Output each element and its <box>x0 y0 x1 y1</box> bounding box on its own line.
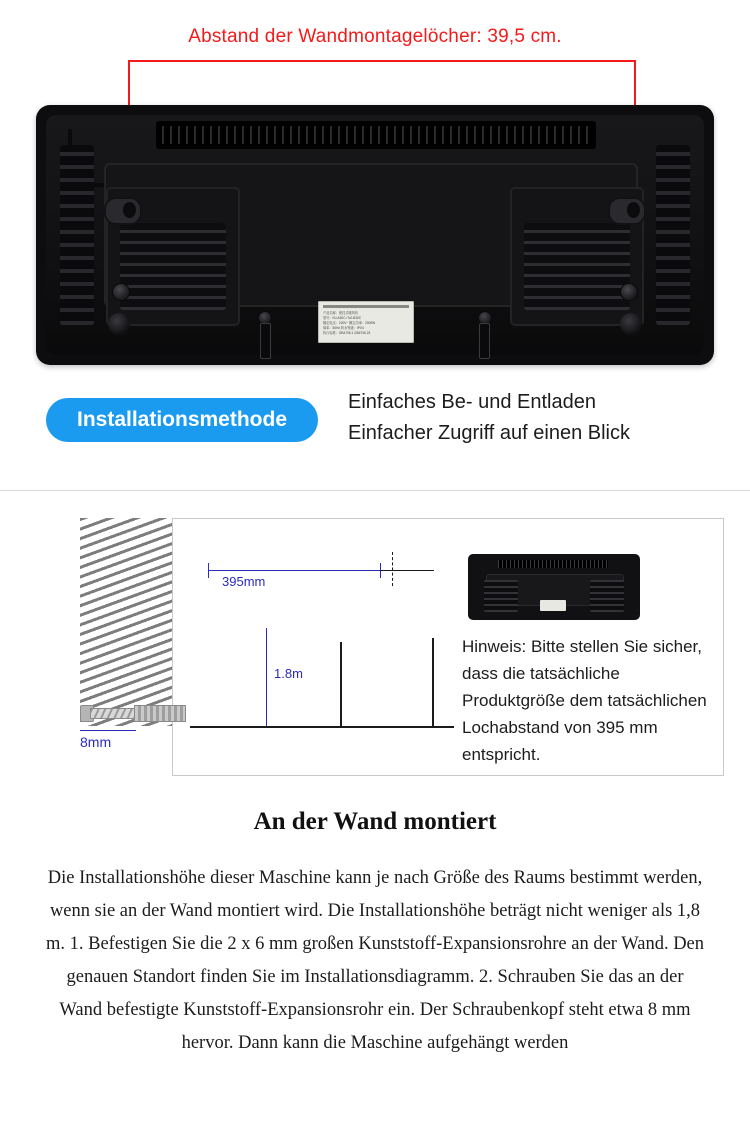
left-side-vent <box>60 145 94 325</box>
label-line-0: 产品名称：壁挂式暖风机 <box>323 311 359 315</box>
thumb-panel-right <box>590 580 624 612</box>
screw-and-anchor-illustration <box>90 704 182 720</box>
left-wall-mount-hole <box>104 197 142 225</box>
label-line-3: 频率：50Hz 防水等级：IPX4 <box>323 326 364 330</box>
screw-top-left <box>112 283 130 301</box>
slot-right <box>479 323 490 359</box>
foot-bottom-right <box>620 313 642 335</box>
product-spec-label <box>318 301 414 343</box>
right-side-vent <box>656 145 690 325</box>
section-body-text: Die Installationshöhe dieser Maschine kann je nach Größe des Raums bestimmt werden, wenn sie an der Wand montiert wird. Die Installationshöhe beträgt nicht weniger als 1,8 m. 1. Befestigen Sie die 2 x 6 mm großen Kunststoff-Expansionsrohre an der Wand. Den genauen Standort finden Sie im Installationsdiagramm. 2. Schrauben Sie das an der Wand befestigte Kunststoff-Expansionsrohr ein. Der Schraubenkopf steht etwa 8 mm hervor. Dann kann die Maschine aufgehängt werden <box>45 868 705 1053</box>
height-dimension-line <box>266 628 267 726</box>
product-body <box>46 115 704 355</box>
screw-protrusion-dimension-line <box>80 730 136 731</box>
top-vent-grille <box>156 121 596 149</box>
badge-side-line-1: Einfaches Be- und Entladen <box>348 391 596 413</box>
width-dim-tick-left <box>208 563 209 578</box>
label-title-bar <box>323 305 409 308</box>
screw-shaft <box>90 708 138 719</box>
wall-right-edge <box>432 638 434 728</box>
wall-hole-distance-annotation: Abstand der Wandmontagelöcher: 39,5 cm. <box>188 26 562 47</box>
diagram-device-thumbnail <box>468 554 640 620</box>
label-line-2: 额定电压：220V~ 额定功率：2000W <box>323 321 376 325</box>
slot-left <box>260 323 271 359</box>
annotation-horizontal-line <box>128 60 636 62</box>
installation-method-badge: Installationsmethode <box>46 398 318 442</box>
label-line-1: 型号：NJ-A30C / NJ-B30C <box>323 316 362 320</box>
corner-line <box>340 658 342 728</box>
diagram-note: Hinweis: Bitte stellen Sie sicher, dass die tatsächliche Produktgröße dem tatsächlichen Lochabstand von 395 mm entspricht. <box>462 637 707 764</box>
foot-bottom-left <box>108 313 130 335</box>
floor-line-left <box>190 726 454 728</box>
product-rear-photo <box>36 105 714 365</box>
thumb-panel-left <box>484 580 518 612</box>
width-dimension-line <box>208 570 380 571</box>
section-divider <box>0 490 750 491</box>
screw-protrusion-label: 8mm <box>80 734 112 750</box>
thumb-vent <box>498 560 608 568</box>
alignment-line <box>380 570 434 571</box>
wall-mount-diagram <box>80 518 724 776</box>
screw-top-right <box>620 283 638 301</box>
label-line-4: 执行标准：GB4706.1 GB4706.23 <box>323 331 371 335</box>
badge-side-line-2: Einfacher Zugriff auf einen Blick <box>348 422 631 444</box>
height-dimension-label: 1.8m <box>274 666 303 681</box>
section-title: An der Wand montiert <box>253 808 497 835</box>
right-wall-mount-hole <box>608 197 646 225</box>
badge-side-text <box>348 387 738 449</box>
thumb-label <box>540 600 566 611</box>
width-dimension-label: 395mm <box>222 574 266 589</box>
alignment-dashed-line-top <box>392 552 393 586</box>
plastic-expansion-anchor <box>134 705 186 722</box>
wall-cross-section <box>80 518 173 726</box>
